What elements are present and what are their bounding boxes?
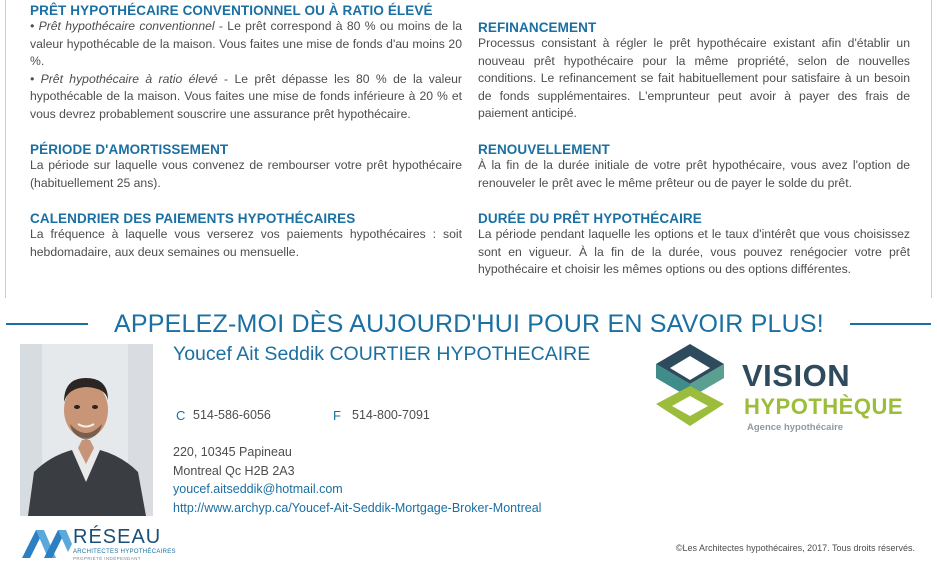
reseau-logo-icon [22,530,72,558]
address-line-2: Montreal Qc H2B 2A3 [173,464,295,478]
agence-tagline: Agence hypothécaire [747,422,844,433]
section-body: La fréquence à laquelle vous verserez vos paiements hypothécaires : soit hebdomadaire, aux deux semaines ou mensuelle. [30,227,462,259]
section-title: REFINANCEMENT [478,20,597,35]
section-amortissement [30,142,462,192]
section-title: RENOUVELLEMENT [478,142,610,157]
broker-photo [20,344,153,516]
frame-right-border [931,0,932,298]
section-body: La période sur laquelle vous convenez de rembourser votre prêt hypothécaire (habituellement 25 ans). [30,158,462,190]
vision-hypotheque-logo-icon [650,340,730,430]
section-title: PÉRIODE D'AMORTISSEMENT [30,142,229,157]
reseau-subtitle: ARCHITECTES HYPOTHÉCAIRES [73,549,176,555]
fax-number: 514-800-7091 [352,408,430,422]
section-body: Processus consistant à régler le prêt hypothécaire existant afin d'établir un nouveau prêt hypothécaire pour la même propriété, selon de nouvelles conditions. Le refinancement se fait habituellement pour satisfaire à un besoin de fonds supplémentaires. L'emprunteur peut avoir à payer des frais de paiement anticipé. [478,36,910,121]
section-body: La période pendant laquelle les options et le taux d'intérêt que vous choisissez sont en vigueur. À la fin de la durée, vous pouvez renégocier votre prêt hypothécaire et choisir les mêmes options ou des options différentes. [478,227,910,277]
section-ratio [30,3,462,124]
section-title: DURÉE DU PRÊT HYPOTHÉCAIRE [478,211,702,226]
call-to-action-heading: APPELEZ-MOI DÈS AUJOURD'HUI POUR EN SAVOIR PLUS! [114,310,824,338]
cell-phone[interactable]: 514-586-6056 [193,408,271,422]
item-text: - Le prêt correspond à 80 % ou moins de la valeur hypothécable de la maison. Vous faites une mise de fonds d'au moins 20 %. [30,19,462,69]
section-title: CALENDRIER DES PAIEMENTS HYPOTHÉCAIRES [30,211,356,226]
reseau-subtitle-small: PROPRIÉTÉ INDÉPENDANT [73,556,141,561]
vision-wordmark: VISION [742,358,851,393]
cta-rule-right [850,323,931,325]
section-duree [478,211,910,279]
broker-portrait-image [20,344,153,516]
reseau-wordmark: RÉSEAU [73,526,162,548]
section-renouvellement [478,142,910,192]
email-link[interactable]: youcef.aitseddik@hotmail.com [173,482,343,496]
website-link[interactable]: http://www.archyp.ca/Youcef-Ait-Seddik-Mortgage-Broker-Montreal [173,501,542,515]
section-body: À la fin de la durée initiale de votre prêt hypothécaire, vous avez l'option de renouveler le prêt avec le même prêteur ou de payer le solde du prêt. [478,158,910,190]
item-label: • Prêt hypothécaire conventionnel [30,19,215,33]
copyright-notice: ©Les Architectes hypothécaires, 2017. Tous droits réservés. [675,543,915,553]
section-calendrier [30,211,462,261]
section-body [30,71,462,124]
broker-name: Youcef Ait Seddik COURTIER HYPOTHECAIRE [173,343,591,365]
cell-label: C [176,408,186,423]
section-body [30,18,462,71]
frame-left-border [5,0,6,298]
section-title: PRÊT HYPOTHÉCAIRE CONVENTIONNEL OU À RATIO ÉLEVÉ [30,3,433,18]
fax-label: F [333,408,341,423]
section-refinancement [478,20,910,123]
hypotheque-wordmark: HYPOTHÈQUE [744,394,904,419]
item-text: - Le prêt dépasse les 80 % de la valeur hypothécable de la maison. Vous faites une mise de fonds inférieure à 20 % et vous devrez probablement souscrire une assurance prêt hypothécaire. [30,71,462,121]
cta-rule-left [6,323,88,325]
address-line-1: 220, 10345 Papineau [173,445,292,459]
item-label: • Prêt hypothécaire à ratio élevé [30,71,218,86]
